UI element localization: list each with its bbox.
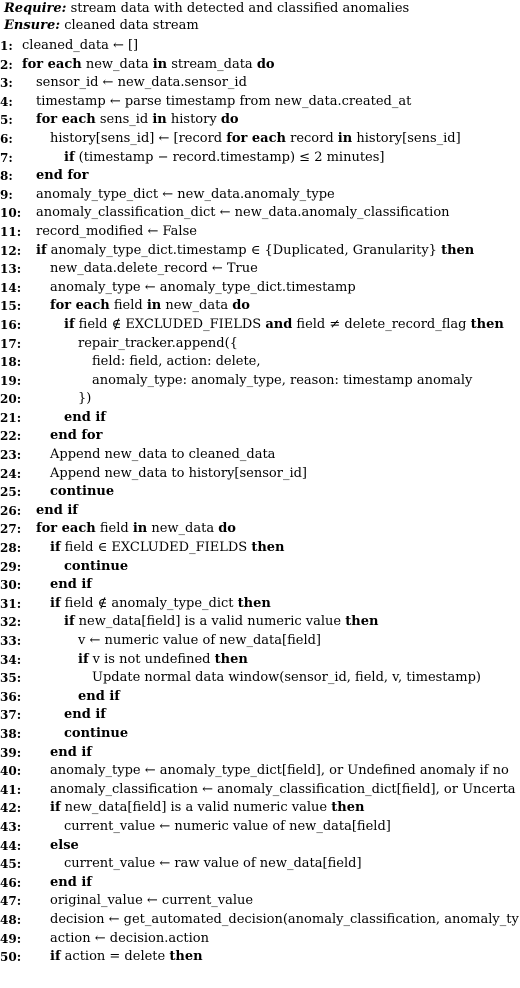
algorithm-line	[0, 260, 520, 279]
algorithm-line	[0, 892, 520, 911]
line-number: 16:	[0, 317, 22, 332]
line-number: 27:	[0, 522, 22, 537]
algorithm-line	[0, 706, 520, 725]
algorithm-line	[0, 539, 520, 558]
line-number: 50:	[0, 950, 22, 965]
algorithm-line	[0, 335, 520, 354]
keyword: do	[256, 56, 275, 72]
line-code: anomaly_type: anomaly_type, reason: timestamp anomaly	[92, 372, 473, 388]
ensure-label: Ensure:	[4, 18, 61, 33]
keyword: if	[64, 316, 75, 332]
algorithm-line	[0, 688, 520, 707]
line-code	[64, 558, 128, 577]
keyword: end for	[50, 428, 103, 444]
algorithm-line	[0, 130, 520, 149]
algorithm-line	[0, 502, 520, 521]
keyword: then	[214, 651, 248, 667]
require-text: stream data with detected and classified anomalies	[70, 1, 410, 16]
algorithm-body	[0, 37, 520, 967]
line-code: if field ∈ EXCLUDED_FIELDS then	[50, 540, 285, 556]
algorithm-line	[0, 762, 520, 781]
line-number: 29:	[0, 559, 22, 574]
algorithm-line	[0, 781, 520, 800]
keyword: for each	[226, 130, 286, 146]
keyword: in	[152, 56, 168, 72]
line-number: 1:	[0, 39, 13, 53]
keyword: end if	[50, 874, 92, 890]
keyword: end if	[50, 744, 92, 760]
algorithm-line	[0, 595, 520, 614]
require-line	[4, 0, 409, 18]
line-number: 2:	[0, 57, 13, 72]
algorithm-line	[0, 242, 520, 261]
line-code	[50, 483, 114, 502]
line-number: 7:	[0, 150, 13, 165]
line-code	[50, 576, 92, 595]
algorithm-line	[0, 56, 520, 75]
algorithm-line	[0, 390, 520, 409]
line-code: anomaly_type_dict ← new_data.anomaly_type	[36, 186, 335, 202]
line-code	[50, 874, 92, 893]
algorithm-line	[0, 93, 520, 112]
keyword: if	[64, 614, 75, 630]
line-code: cleaned_data ← []	[22, 38, 139, 53]
line-number: 38:	[0, 726, 22, 741]
line-number: 18:	[0, 355, 22, 370]
keyword: and	[265, 316, 293, 332]
line-number: 30:	[0, 578, 22, 593]
algorithm-line	[0, 297, 520, 316]
algorithm-line	[0, 930, 520, 949]
algorithm-line	[0, 483, 520, 502]
keyword: continue	[64, 558, 129, 574]
keyword: do	[220, 112, 239, 128]
algorithm-line	[0, 669, 520, 688]
keyword: then	[331, 800, 365, 816]
line-number: 42:	[0, 801, 22, 816]
line-code: for each field in new_data do	[50, 298, 250, 314]
algorithm-line	[0, 353, 520, 372]
line-number: 46:	[0, 875, 22, 890]
line-code: if v is not undefined then	[78, 651, 248, 667]
algorithm-line	[0, 744, 520, 763]
algorithm-line	[0, 427, 520, 446]
line-number: 6:	[0, 131, 13, 146]
line-number: 15:	[0, 299, 22, 314]
keyword: end if	[50, 577, 92, 593]
keyword: do	[218, 521, 236, 537]
line-code: if (timestamp − record.timestamp) ≤ 2 minutes]	[64, 149, 385, 165]
keyword: for each	[22, 56, 82, 72]
line-code: anomaly_classification ← anomaly_classification_dict[field], or Uncerta	[50, 781, 516, 797]
algorithm-line	[0, 204, 520, 223]
line-number: 34:	[0, 652, 22, 667]
algorithm-line	[0, 818, 520, 837]
line-code: decision ← get_automated_decision(anomaly_classification, anomaly_ty	[50, 911, 519, 927]
line-code	[64, 706, 106, 725]
line-number: 41:	[0, 782, 22, 797]
line-number: 35:	[0, 671, 22, 686]
line-code: if field ∉ EXCLUDED_FIELDS and field ≠ delete_record_flag then	[64, 316, 504, 332]
line-code: Append new_data to cleaned_data	[50, 447, 276, 463]
line-number: 48:	[0, 912, 22, 927]
line-code: sensor_id ← new_data.sensor_id	[36, 75, 247, 91]
line-number: 31:	[0, 596, 22, 611]
line-number: 11:	[0, 224, 22, 239]
line-code: current_value ← raw value of new_data[field]	[64, 856, 362, 872]
keyword: end if	[78, 688, 120, 704]
keyword: end if	[36, 502, 78, 518]
keyword: if	[50, 800, 61, 816]
line-code: v ← numeric value of new_data[field]	[78, 633, 322, 648]
line-number: 22:	[0, 429, 22, 444]
line-code: for each sens_id in history do	[36, 112, 239, 128]
algorithm-line	[0, 948, 520, 967]
line-code: if action = delete then	[50, 949, 203, 965]
line-code: current_value ← numeric value of new_data[field]	[64, 818, 391, 834]
line-number: 3:	[0, 76, 13, 91]
keyword: if	[64, 149, 75, 165]
algorithm-line	[0, 874, 520, 893]
ensure-text: cleaned data stream	[64, 18, 199, 33]
keyword: for each	[36, 521, 96, 537]
line-number: 17:	[0, 336, 22, 351]
line-number: 5:	[0, 113, 13, 128]
keyword: then	[251, 540, 285, 556]
line-number: 10:	[0, 206, 22, 221]
keyword: in	[152, 112, 167, 128]
line-code: original_value ← current_value	[50, 893, 254, 909]
line-number: 26:	[0, 503, 22, 518]
line-code	[50, 427, 102, 446]
keyword: end if	[64, 707, 106, 723]
line-code: timestamp ← parse timestamp from new_data.created_at	[36, 93, 412, 109]
algorithm-line	[0, 613, 520, 632]
line-code	[36, 502, 78, 521]
algorithm-line	[0, 316, 520, 335]
algorithm-line	[0, 37, 520, 56]
algorithm-line	[0, 149, 520, 168]
line-number: 33:	[0, 634, 22, 648]
line-number: 13:	[0, 262, 22, 277]
line-number: 47:	[0, 894, 22, 909]
keyword: continue	[64, 725, 129, 741]
keyword: if	[78, 651, 89, 667]
algorithm-line	[0, 167, 520, 186]
line-number: 28:	[0, 541, 22, 556]
algorithm-line	[0, 911, 520, 930]
line-number: 44:	[0, 838, 22, 853]
line-number: 49:	[0, 931, 22, 946]
keyword: if	[50, 949, 61, 965]
line-code: field: field, action: delete,	[92, 354, 261, 370]
keyword: continue	[50, 484, 115, 500]
line-code: repair_tracker.append({	[78, 335, 238, 351]
keyword: then	[169, 949, 203, 965]
line-code: anomaly_type ← anomaly_type_dict[field], or Undefined anomaly if no	[50, 763, 509, 779]
line-number: 24:	[0, 466, 22, 481]
keyword: if	[36, 242, 47, 258]
line-code: if anomaly_type_dict.timestamp ∈ {Duplicated, Granularity} then	[36, 242, 475, 258]
keyword: then	[237, 595, 271, 611]
line-code: for each new_data in stream_data do	[22, 56, 275, 72]
line-number: 25:	[0, 485, 22, 500]
keyword: else	[50, 837, 79, 853]
algorithm-line	[0, 520, 520, 539]
keyword: if	[50, 595, 61, 611]
keyword: then	[345, 614, 379, 630]
line-code: if new_data[field] is a valid numeric value then	[50, 800, 365, 816]
line-number: 8:	[0, 169, 13, 184]
algorithm-line	[0, 74, 520, 93]
line-number: 37:	[0, 708, 22, 723]
keyword: then	[470, 316, 504, 332]
line-number: 4:	[0, 94, 13, 109]
line-number: 32:	[0, 615, 22, 630]
require-label: Require:	[4, 1, 67, 16]
keyword: if	[50, 540, 61, 556]
keyword: in	[146, 298, 162, 314]
keyword: for each	[36, 112, 96, 128]
line-number: 21:	[0, 410, 22, 425]
line-number: 12:	[0, 243, 22, 258]
line-code	[50, 744, 92, 763]
line-code	[36, 167, 88, 186]
algorithm-line	[0, 409, 520, 428]
algorithm-line	[0, 837, 520, 856]
line-code: for each field in new_data do	[36, 521, 236, 537]
line-code	[64, 409, 106, 428]
line-number: 20:	[0, 392, 22, 407]
line-code: new_data.delete_record ← True	[50, 261, 258, 277]
keyword: end for	[36, 168, 89, 184]
keyword: do	[232, 298, 250, 314]
line-code: anomaly_classification_dict ← new_data.anomaly_classification	[36, 205, 450, 221]
keyword: end if	[64, 409, 106, 425]
algorithm-line	[0, 111, 520, 130]
line-code	[78, 688, 120, 707]
algorithm-line	[0, 446, 520, 465]
line-number: 36:	[0, 689, 22, 704]
algorithm-line	[0, 632, 520, 651]
line-code: })	[78, 391, 92, 407]
line-code: Append new_data to history[sensor_id]	[50, 465, 307, 481]
line-code: history[sens_id] ← [record for each record in history[sens_id]	[50, 130, 461, 146]
algorithm-line	[0, 465, 520, 484]
algorithm-line	[0, 855, 520, 874]
line-number: 43:	[0, 819, 22, 834]
line-code: Update normal data window(sensor_id, field, v, timestamp)	[92, 670, 482, 686]
line-code: anomaly_type ← anomaly_type_dict.timestamp	[50, 279, 356, 295]
line-number: 9:	[0, 187, 13, 202]
line-number: 40:	[0, 764, 22, 779]
algorithm-line	[0, 223, 520, 242]
line-code: if field ∉ anomaly_type_dict then	[50, 595, 271, 611]
algorithm-line	[0, 372, 520, 391]
algorithm-line	[0, 799, 520, 818]
line-code: if new_data[field] is a valid numeric value then	[64, 614, 379, 630]
keyword: for each	[50, 298, 110, 314]
line-code	[50, 837, 79, 856]
line-number: 45:	[0, 857, 22, 872]
line-code: record_modified ← False	[36, 223, 197, 239]
line-code	[64, 725, 128, 744]
line-number: 19:	[0, 373, 22, 388]
algorithm-line	[0, 651, 520, 670]
algorithm-line	[0, 576, 520, 595]
algorithm-line	[0, 558, 520, 577]
keyword: in	[337, 130, 353, 146]
keyword: then	[441, 242, 475, 258]
algorithm-line	[0, 279, 520, 298]
algorithm-line	[0, 725, 520, 744]
algorithm-line	[0, 186, 520, 205]
line-number: 39:	[0, 745, 22, 760]
line-code: action ← decision.action	[50, 930, 209, 946]
line-number: 23:	[0, 448, 22, 463]
keyword: in	[132, 521, 148, 537]
line-number: 14:	[0, 280, 22, 295]
ensure-line	[4, 17, 199, 35]
